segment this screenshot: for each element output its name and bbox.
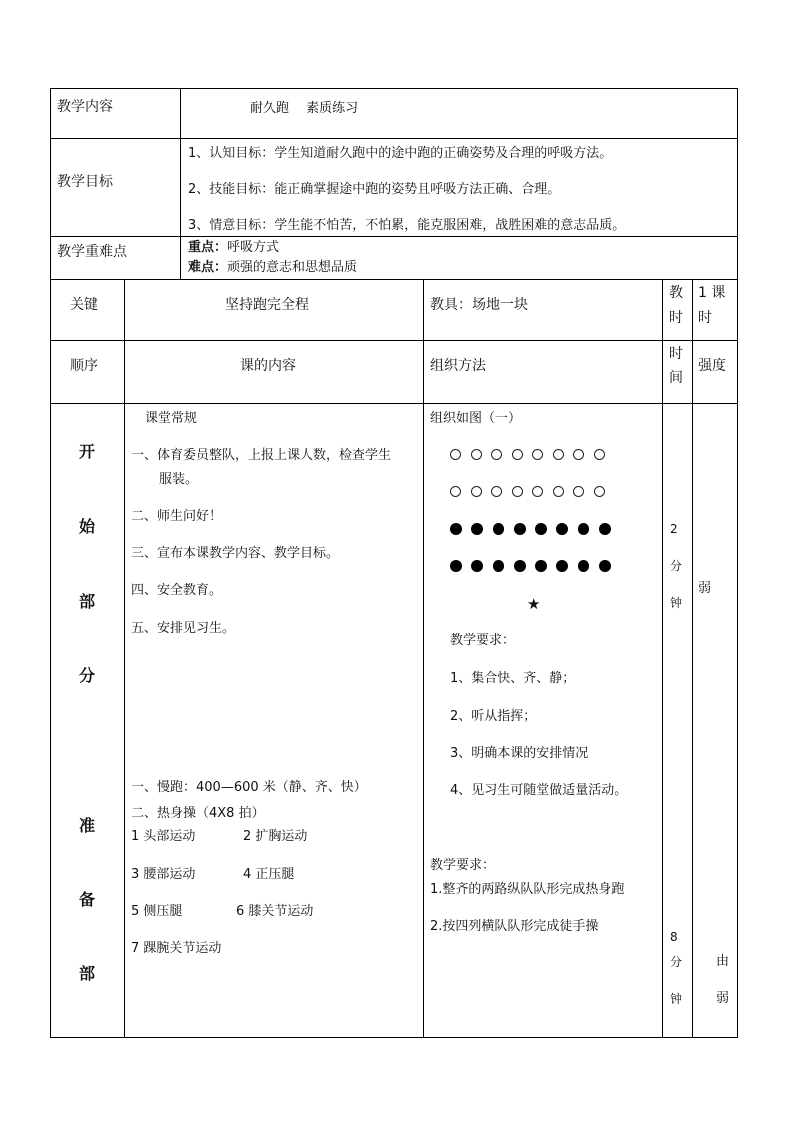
student-filled-marker xyxy=(514,523,526,535)
header-order: 顺序 xyxy=(70,358,98,374)
exercise-item: 3 腰部运动 xyxy=(131,867,196,882)
student-open-marker xyxy=(450,486,461,497)
student-open-marker xyxy=(491,486,502,497)
org-title: 组织如图（一） xyxy=(430,411,522,426)
time-unit-char: 钟 xyxy=(670,596,683,610)
class-hours-label-1: 教 xyxy=(669,285,683,301)
section-char: 始 xyxy=(79,517,96,536)
row-divider xyxy=(50,279,738,280)
goal-affective: 3、情意目标：学生能不怕苦，不怕累，能克服困难，战胜困难的意志品质。 xyxy=(188,218,626,233)
student-filled-marker xyxy=(493,560,505,572)
section-char: 部 xyxy=(79,964,96,983)
key-point xyxy=(188,239,279,257)
student-filled-marker xyxy=(471,523,483,535)
section-char: 备 xyxy=(79,890,96,909)
time-unit-char: 分 xyxy=(670,955,683,969)
row-divider xyxy=(50,340,738,341)
time-value: 2 xyxy=(670,522,678,536)
intensity-value: 弱 xyxy=(698,581,712,596)
difficult-point-value: 顽强的意志和思想品质 xyxy=(227,260,358,275)
table-border-bottom xyxy=(50,1037,738,1038)
student-open-marker xyxy=(573,486,584,497)
exercise-item: 4 正压腿 xyxy=(243,867,295,882)
formation-row-open xyxy=(450,449,620,460)
student-filled-marker xyxy=(535,523,547,535)
class-hours-label-2: 时 xyxy=(669,310,683,326)
requirements-title: 教学要求： xyxy=(450,633,516,648)
col-divider xyxy=(662,279,663,1038)
exercise-item: 7 踝腕关节运动 xyxy=(131,941,222,956)
student-open-marker xyxy=(594,449,605,460)
row-divider xyxy=(50,236,738,237)
exercise-item: 1 头部运动 xyxy=(131,829,196,844)
student-filled-marker xyxy=(493,523,505,535)
section-char: 部 xyxy=(79,592,96,611)
student-filled-marker xyxy=(535,560,547,572)
student-filled-marker xyxy=(450,560,462,572)
student-filled-marker xyxy=(450,523,462,535)
student-filled-marker xyxy=(471,560,483,572)
goal-skill: 2、技能目标：能正确掌握途中跑的姿势且呼吸方法正确、合理。 xyxy=(188,182,561,197)
header-content: 课的内容 xyxy=(240,358,296,374)
content-line: 课堂常规 xyxy=(145,411,198,426)
col-divider xyxy=(180,88,181,279)
student-filled-marker xyxy=(599,523,611,535)
requirements-title: 教学要求： xyxy=(430,858,496,873)
content-line: 一、慢跑：400—600 米（静、齐、快） xyxy=(131,780,367,795)
intensity-value: 由 xyxy=(716,954,730,969)
lesson-content-value: 耐久跑 素质练习 xyxy=(250,101,359,116)
content-line: 四、安全教育。 xyxy=(131,583,223,598)
intensity-value: 弱 xyxy=(716,991,730,1006)
student-open-marker xyxy=(594,486,605,497)
header-time-1: 时 xyxy=(669,346,683,362)
goal-cognitive: 1、认知目标：学生知道耐久跑中的途中跑的正确姿势及合理的呼吸方法。 xyxy=(188,146,613,161)
table-border-top xyxy=(50,88,738,89)
content-line: 五、安排见习生。 xyxy=(131,621,236,636)
class-hours-value-2: 时 xyxy=(698,310,712,326)
col-divider xyxy=(423,279,424,1038)
requirement-item: 2.按四列横队队形完成徒手操 xyxy=(430,919,599,934)
col-divider xyxy=(692,279,693,1038)
teacher-star-icon: ★ xyxy=(527,595,541,613)
key-value: 坚持跑完全程 xyxy=(225,297,309,313)
student-open-marker xyxy=(450,449,461,460)
key-label: 关键 xyxy=(70,297,98,313)
content-line: 服装。 xyxy=(159,472,199,487)
key-point-value: 呼吸方式 xyxy=(227,240,280,255)
table-border-right xyxy=(737,88,738,1038)
student-open-marker xyxy=(553,486,564,497)
student-filled-marker xyxy=(514,560,526,572)
exercise-item: 6 膝关节运动 xyxy=(236,904,314,919)
requirement-item: 3、明确本课的安排情况 xyxy=(450,746,589,761)
formation-row-filled xyxy=(450,560,620,572)
content-line: 三、宣布本课教学内容、教学目标。 xyxy=(131,546,340,561)
student-open-marker xyxy=(573,449,584,460)
difficult-point xyxy=(188,259,357,277)
equipment: 教具：场地一块 xyxy=(430,297,528,313)
student-open-marker xyxy=(471,449,482,460)
formation-row-open xyxy=(450,486,620,497)
student-open-marker xyxy=(512,449,523,460)
requirement-item: 1.整齐的两路纵队队形完成热身跑 xyxy=(430,882,625,897)
student-filled-marker xyxy=(556,523,568,535)
exercise-item: 2 扩胸运动 xyxy=(243,829,308,844)
student-filled-marker xyxy=(556,560,568,572)
difficult-point-label: 难点： xyxy=(188,260,228,275)
student-filled-marker xyxy=(578,560,590,572)
section-char: 开 xyxy=(79,442,96,461)
time-unit-char: 分 xyxy=(670,559,683,573)
header-organization: 组织方法 xyxy=(430,358,486,374)
key-point-label: 重点： xyxy=(188,240,228,255)
row-label-content: 教学内容 xyxy=(57,99,113,115)
student-filled-marker xyxy=(578,523,590,535)
table-border-left xyxy=(50,88,51,1038)
requirement-item: 4、见习生可随堂做适量活动。 xyxy=(450,783,628,798)
student-open-marker xyxy=(471,486,482,497)
row-divider xyxy=(50,138,738,139)
header-time-2: 间 xyxy=(669,370,683,386)
section-char: 准 xyxy=(79,816,96,835)
section-char: 分 xyxy=(79,666,96,685)
exercise-item: 5 侧压腿 xyxy=(131,904,183,919)
content-line: 二、热身操（4X8 拍） xyxy=(131,806,265,821)
col-divider xyxy=(124,279,125,1038)
student-open-marker xyxy=(512,486,523,497)
class-hours-value-1: 1 课 xyxy=(698,285,726,301)
student-open-marker xyxy=(491,449,502,460)
student-open-marker xyxy=(553,449,564,460)
time-unit-char: 钟 xyxy=(670,992,683,1006)
header-intensity: 强度 xyxy=(698,358,726,374)
row-label-key-points: 教学重难点 xyxy=(57,244,127,260)
student-open-marker xyxy=(532,449,543,460)
student-filled-marker xyxy=(599,560,611,572)
content-line: 一、体育委员整队，上报上课人数，检查学生 xyxy=(131,448,392,463)
requirement-item: 1、集合快、齐、静； xyxy=(450,671,576,686)
requirement-item: 2、听从指挥； xyxy=(450,709,537,724)
content-line: 二、师生问好！ xyxy=(131,509,223,524)
time-value: 8 xyxy=(670,930,678,944)
student-open-marker xyxy=(532,486,543,497)
row-label-goals: 教学目标 xyxy=(57,174,113,190)
formation-row-filled xyxy=(450,523,620,535)
row-divider xyxy=(50,403,738,404)
